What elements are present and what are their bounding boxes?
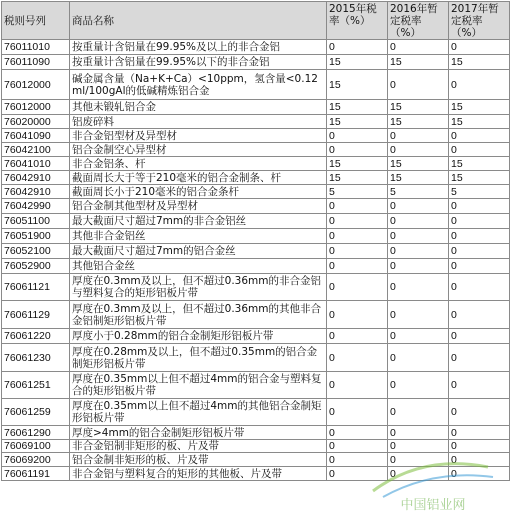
table-row: [2, 329, 510, 344]
rate-2016-cell: 0: [388, 229, 449, 244]
product-name-cell: 非合金铝制非矩形的板、片及带: [70, 440, 327, 453]
tariff-code-cell: 76061220: [2, 329, 70, 344]
table-row: [2, 259, 510, 274]
product-name-cell: 厚度在0.3mm及以上，但不超过0.36mm的其他非合金铝制矩形铝板片带: [70, 301, 327, 329]
tariff-code-cell: 76052900: [2, 259, 70, 274]
rate-2017-cell: 15: [449, 55, 510, 70]
rate-2015-cell: 15: [327, 171, 388, 185]
rate-2017-cell: 0: [449, 301, 510, 329]
product-name-cell: 厚度>4mm的铝合金制矩形铝板片带: [70, 426, 327, 440]
product-name-cell: 厚度在0.35mm以上但不超过4mm的其他铝合金制矩形铝板片带: [70, 399, 327, 426]
rate-2017-cell: 0: [449, 399, 510, 426]
tariff-code-cell: 76061290: [2, 426, 70, 440]
table-row: [2, 467, 510, 481]
rate-2015-cell: 15: [327, 100, 388, 115]
rate-2016-cell: 0: [388, 372, 449, 399]
rate-2016-cell: 0: [388, 40, 449, 55]
product-name-cell: 按重量计含铝量在99.95%以下的非合金铝: [70, 55, 327, 70]
rate-2016-cell: 0: [388, 467, 449, 481]
rate-2017-cell: 0: [449, 129, 510, 143]
tariff-code-cell: 76020000: [2, 115, 70, 129]
table-row: [2, 55, 510, 70]
rate-2015-cell: 15: [327, 55, 388, 70]
rate-2016-cell: 0: [388, 426, 449, 440]
rate-2015-cell: 0: [327, 40, 388, 55]
tariff-code-cell: 76042100: [2, 143, 70, 157]
header-code: 税则号列: [2, 2, 70, 40]
rate-2016-cell: 0: [388, 329, 449, 344]
rate-2016-cell: 0: [388, 301, 449, 329]
product-name-cell: 铝合金制其他型材及异型材: [70, 199, 327, 214]
rate-2017-cell: 0: [449, 274, 510, 301]
table-row: [2, 244, 510, 259]
tariff-code-cell: 76061121: [2, 274, 70, 301]
rate-2016-cell: 0: [388, 274, 449, 301]
tariff-code-cell: 76051100: [2, 214, 70, 229]
tariff-code-cell: 76041010: [2, 157, 70, 171]
header-rate-2015: 2015年税率（%）: [327, 2, 388, 40]
rate-2017-cell: 0: [449, 453, 510, 467]
rate-2015-cell: 0: [327, 426, 388, 440]
rate-2017-cell: 0: [449, 372, 510, 399]
product-name-cell: 厚度在0.35mm以上但不超过4mm的铝合金与塑料复合的矩形铝板片带: [70, 372, 327, 399]
rate-2015-cell: 0: [327, 453, 388, 467]
rate-2015-cell: 0: [327, 301, 388, 329]
tariff-code-cell: 76052100: [2, 244, 70, 259]
product-name-cell: 非合金铝与塑料复合的矩形的其他板、片及带: [70, 467, 327, 481]
table-row: [2, 399, 510, 426]
rate-2016-cell: 0: [388, 399, 449, 426]
tariff-code-cell: 76012000: [2, 70, 70, 100]
table-row: [2, 214, 510, 229]
rate-2016-cell: 0: [388, 440, 449, 453]
table-row: [2, 100, 510, 115]
rate-2015-cell: 15: [327, 70, 388, 100]
rate-2015-cell: 0: [327, 129, 388, 143]
rate-2017-cell: 0: [449, 467, 510, 481]
rate-2017-cell: 5: [449, 185, 510, 199]
table-row: [2, 185, 510, 199]
product-name-cell: 厚度在0.3mm及以上，但不超过0.36mm的非合金铝与塑料复合的矩形铝板片带: [70, 274, 327, 301]
rate-2015-cell: 15: [327, 115, 388, 129]
rate-2016-cell: 0: [388, 70, 449, 100]
tariff-code-cell: 76069200: [2, 453, 70, 467]
watermark-text: 中国铝业网: [400, 498, 466, 513]
rate-2015-cell: 0: [327, 274, 388, 301]
rate-2017-cell: 15: [449, 100, 510, 115]
product-name-cell: 最大截面尺寸超过7mm的铝合金丝: [70, 244, 327, 259]
table-row: [2, 143, 510, 157]
table-row: [2, 129, 510, 143]
product-name-cell: 铝合金制空心异型材: [70, 143, 327, 157]
table-row: [2, 440, 510, 453]
rate-2017-cell: 0: [449, 259, 510, 274]
rate-2016-cell: 5: [388, 185, 449, 199]
rate-2015-cell: 0: [327, 440, 388, 453]
tariff-code-cell: 76061191: [2, 467, 70, 481]
rate-2016-cell: 0: [388, 214, 449, 229]
rate-2015-cell: 0: [327, 344, 388, 372]
rate-2017-cell: 0: [449, 244, 510, 259]
tariff-code-cell: 76061259: [2, 399, 70, 426]
rate-2017-cell: 15: [449, 115, 510, 129]
product-name-cell: 按重量计含铝量在99.95%及以上的非合金铝: [70, 40, 327, 55]
tariff-code-cell: 76051900: [2, 229, 70, 244]
header-rate-2017: 2017年暂定税率（%）: [449, 2, 510, 40]
tariff-code-cell: 76069100: [2, 440, 70, 453]
product-name-cell: 厚度在0.28mm及以上，但不超过0.35mm的铝合金制矩形铝板片带: [70, 344, 327, 372]
rate-2017-cell: 0: [449, 40, 510, 55]
product-name-cell: 铝合金制非矩形的板、片及带: [70, 453, 327, 467]
table-row: [2, 426, 510, 440]
rate-2015-cell: 0: [327, 199, 388, 214]
rate-2016-cell: 0: [388, 143, 449, 157]
rate-2016-cell: 0: [388, 259, 449, 274]
product-name-cell: 其他未锻轧铝合金: [70, 100, 327, 115]
header-rate-2016: 2016年暂定税率（%）: [388, 2, 449, 40]
rate-2015-cell: 0: [327, 372, 388, 399]
rate-2016-cell: 0: [388, 244, 449, 259]
rate-2016-cell: 15: [388, 55, 449, 70]
tariff-code-cell: 76042910: [2, 185, 70, 199]
rate-2017-cell: 0: [449, 214, 510, 229]
rate-2017-cell: 0: [449, 440, 510, 453]
rate-2017-cell: 0: [449, 70, 510, 100]
rate-2016-cell: 0: [388, 344, 449, 372]
rate-2017-cell: 0: [449, 199, 510, 214]
rate-2015-cell: 0: [327, 229, 388, 244]
header-row: [2, 2, 510, 40]
rate-2016-cell: 0: [388, 129, 449, 143]
rate-2016-cell: 0: [388, 453, 449, 467]
product-name-cell: 非合金铝型材及异型材: [70, 129, 327, 143]
table-body: [2, 40, 510, 481]
rate-2015-cell: 0: [327, 467, 388, 481]
tariff-code-cell: 76011010: [2, 40, 70, 55]
rate-2017-cell: 0: [449, 329, 510, 344]
rate-2017-cell: 0: [449, 426, 510, 440]
table-row: [2, 115, 510, 129]
table-row: [2, 40, 510, 55]
header-name: 商品名称: [70, 2, 327, 40]
tariff-code-cell: 76061230: [2, 344, 70, 372]
rate-2017-cell: 15: [449, 171, 510, 185]
rate-2016-cell: 0: [388, 199, 449, 214]
product-name-cell: 其他非合金铝丝: [70, 229, 327, 244]
product-name-cell: 截面周长小于210毫米的铝合金条杆: [70, 185, 327, 199]
table-row: [2, 171, 510, 185]
table-row: [2, 301, 510, 329]
product-name-cell: 碱金属含量（Na+K+Ca）<10ppm，氢含量<0.12ml/100gAl的低碱精炼铝合金: [70, 70, 327, 100]
rate-2016-cell: 15: [388, 157, 449, 171]
table-row: [2, 274, 510, 301]
table-row: [2, 344, 510, 372]
tariff-code-cell: 76012000: [2, 100, 70, 115]
rate-2016-cell: 15: [388, 171, 449, 185]
rate-2015-cell: 0: [327, 259, 388, 274]
table-row: [2, 453, 510, 467]
rate-2015-cell: 0: [327, 329, 388, 344]
product-name-cell: 铝废碎料: [70, 115, 327, 129]
product-name-cell: 其他铝合金丝: [70, 259, 327, 274]
table-row: [2, 199, 510, 214]
product-name-cell: 非合金铝条、杆: [70, 157, 327, 171]
rate-2016-cell: 15: [388, 115, 449, 129]
tariff-code-cell: 76041090: [2, 129, 70, 143]
tariff-code-cell: 76061129: [2, 301, 70, 329]
rate-2017-cell: 0: [449, 229, 510, 244]
table-row: [2, 157, 510, 171]
product-name-cell: 厚度小于0.28mm的铝合金制矩形铝板片带: [70, 329, 327, 344]
table-row: [2, 372, 510, 399]
table-row: [2, 70, 510, 100]
tariff-code-cell: 76011090: [2, 55, 70, 70]
tariff-table: [1, 1, 510, 481]
rate-2015-cell: 0: [327, 244, 388, 259]
rate-2015-cell: 0: [327, 143, 388, 157]
rate-2015-cell: 15: [327, 157, 388, 171]
tariff-code-cell: 76042990: [2, 199, 70, 214]
rate-2015-cell: 0: [327, 399, 388, 426]
tariff-code-cell: 76061251: [2, 372, 70, 399]
product-name-cell: 最大截面尺寸超过7mm的非合金铝丝: [70, 214, 327, 229]
rate-2017-cell: 0: [449, 143, 510, 157]
table-row: [2, 229, 510, 244]
rate-2015-cell: 5: [327, 185, 388, 199]
product-name-cell: 截面周长大于等于210毫米的铝合金制条、杆: [70, 171, 327, 185]
rate-2015-cell: 0: [327, 214, 388, 229]
rate-2017-cell: 0: [449, 344, 510, 372]
rate-2017-cell: 15: [449, 157, 510, 171]
rate-2016-cell: 15: [388, 100, 449, 115]
tariff-code-cell: 76042910: [2, 171, 70, 185]
